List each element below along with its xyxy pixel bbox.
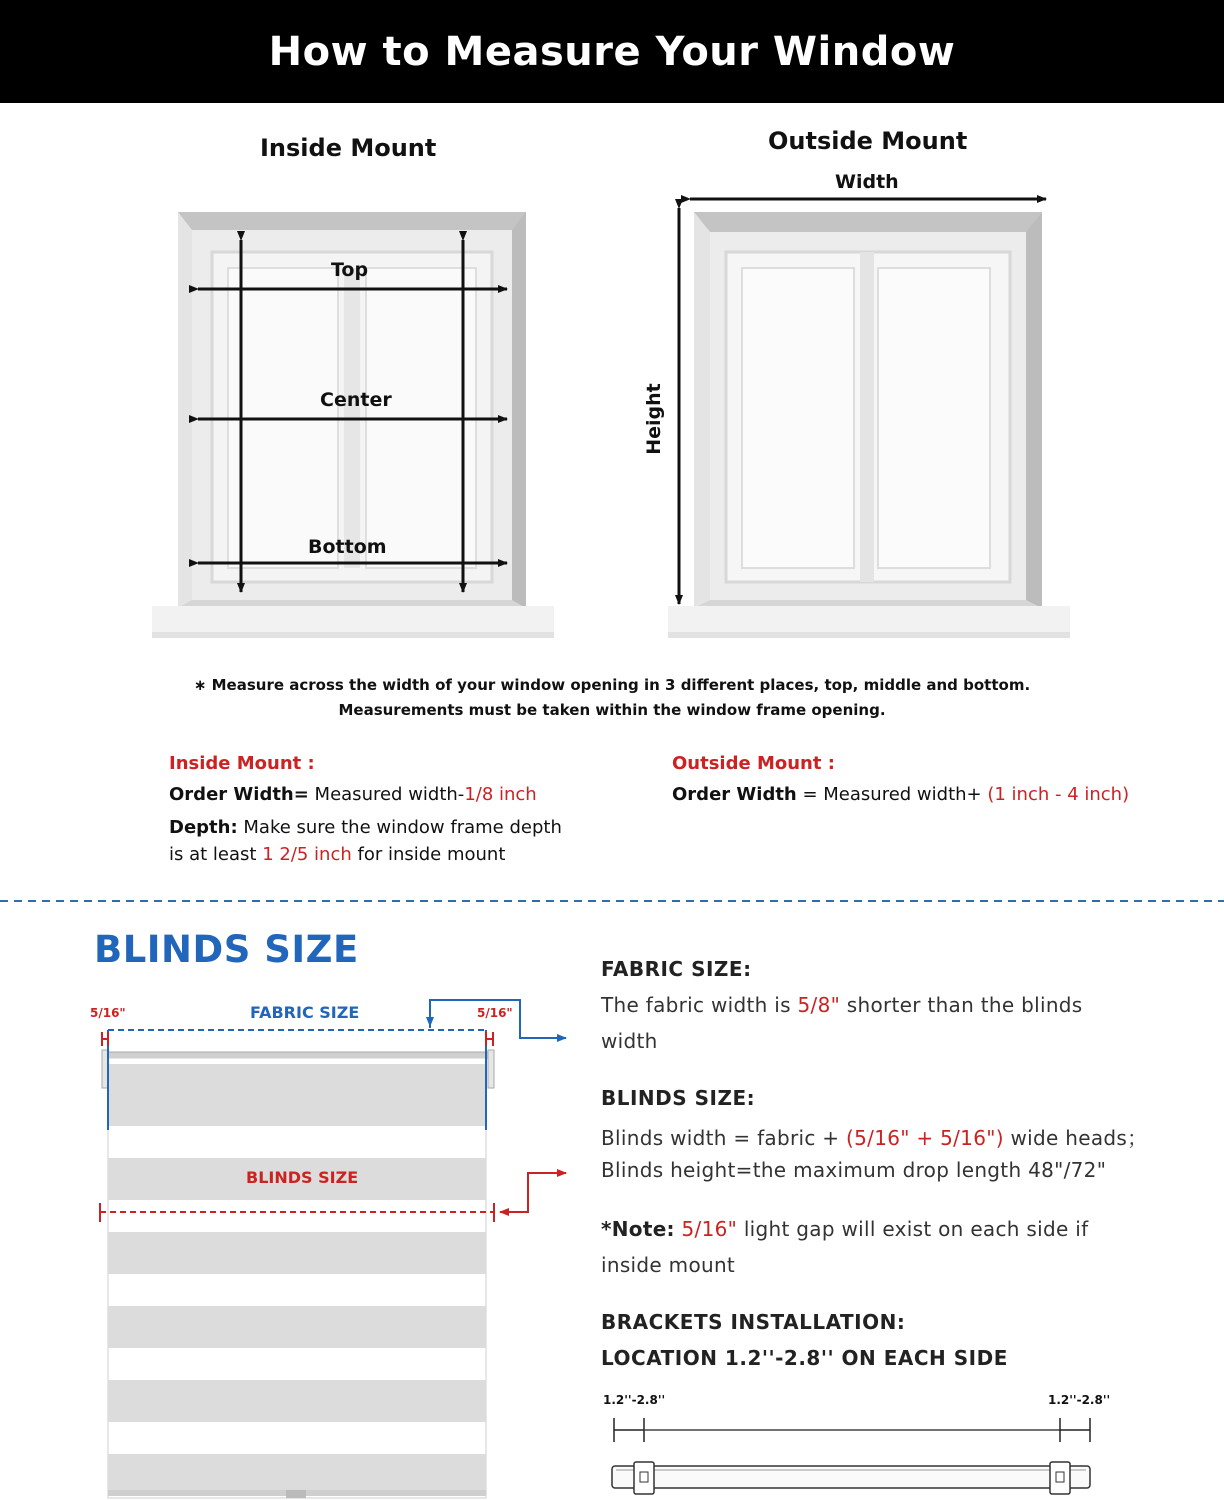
- note2-text1: light gap will exist on each side if: [737, 1217, 1089, 1241]
- label-bottom: Bottom: [308, 536, 387, 558]
- blinds-size-label: BLINDS SIZE: [246, 1168, 359, 1187]
- label-top: Top: [331, 259, 369, 281]
- outside-order-width: [672, 784, 1129, 805]
- measure-note-line1: ∗ Measure across the width of your window opening in 3 different places, top, middle and bottom.: [193, 676, 1031, 694]
- outside-mount-title: Outside Mount: [768, 127, 968, 155]
- inside-spec-heading: Inside Mount :: [169, 753, 315, 774]
- inside-depth-line1: [169, 817, 562, 838]
- fabric-text1: The fabric width is: [601, 993, 798, 1017]
- note2-value: 5/16": [674, 1217, 738, 1241]
- outside-order-label: Order Width: [672, 784, 797, 805]
- outside-spec-heading: Outside Mount :: [672, 753, 835, 774]
- brackets-heading1: BRACKETS INSTALLATION:: [601, 1310, 906, 1334]
- note2-line1: [601, 1217, 1088, 1241]
- blinds-illustration: [102, 1050, 494, 1498]
- inside-order-value: 1/8 inch: [464, 784, 537, 805]
- blinds-value: (5/16" + 5/16"): [846, 1126, 1004, 1150]
- depth-text: Make sure the window frame depth: [237, 817, 562, 838]
- page-title: How to Measure Your Window: [268, 28, 956, 75]
- label-height: Height: [642, 383, 665, 455]
- bracket-diagram: [612, 1418, 1090, 1494]
- outside-mount-window: [668, 212, 1070, 638]
- label-width: Width: [835, 171, 899, 193]
- label-center: Center: [320, 389, 392, 411]
- blinds-size-heading: BLINDS SIZE:: [601, 1086, 756, 1110]
- fabric-text2: shorter than the blinds: [840, 993, 1083, 1017]
- depth-value: 1 2/5 inch: [262, 844, 352, 865]
- bracket-left-label: 1.2''-2.8'': [603, 1393, 666, 1407]
- inside-order-label: Order Width=: [169, 784, 309, 805]
- inside-mount-title: Inside Mount: [260, 134, 437, 162]
- outside-order-text: = Measured width+: [796, 784, 988, 805]
- inside-depth-line2: [169, 844, 505, 865]
- inside-order-width: [169, 784, 537, 805]
- depth-text3: for inside mount: [351, 844, 506, 865]
- gap-markers: [102, 1032, 493, 1046]
- fabric-value: 5/8": [797, 993, 841, 1017]
- measure-note-line2: Measurements must be taken within the window frame opening.: [338, 701, 886, 719]
- fabric-size-text3: width: [601, 1029, 658, 1053]
- outside-order-value: (1 inch - 4 inch): [987, 784, 1130, 805]
- note2-label: *Note:: [601, 1217, 675, 1241]
- gap-right-label: 5/16": [477, 1006, 513, 1020]
- blinds-size-text: [601, 1122, 1147, 1151]
- bracket-right-label: 1.2''-2.8'': [1048, 1393, 1111, 1407]
- gap-left-label: 5/16": [90, 1006, 126, 1020]
- blinds-size-title: BLINDS SIZE: [94, 928, 359, 971]
- fabric-size-label: FABRIC SIZE: [250, 1003, 360, 1022]
- depth-label: Depth:: [169, 817, 238, 838]
- blinds-text1: Blinds width = fabric +: [601, 1126, 847, 1150]
- brackets-heading2: LOCATION 1.2''-2.8'' ON EACH SIDE: [601, 1346, 1008, 1370]
- note2-line2: inside mount: [601, 1253, 736, 1277]
- fabric-size-heading: FABRIC SIZE:: [601, 957, 752, 981]
- inside-order-text: Measured width-: [308, 784, 465, 805]
- blinds-size-text3: Blinds height=the maximum drop length 48"/72": [601, 1158, 1107, 1182]
- blinds-text2: wide heads；: [1003, 1126, 1148, 1150]
- depth-text2: is at least: [169, 844, 263, 865]
- fabric-size-text: [601, 993, 1083, 1017]
